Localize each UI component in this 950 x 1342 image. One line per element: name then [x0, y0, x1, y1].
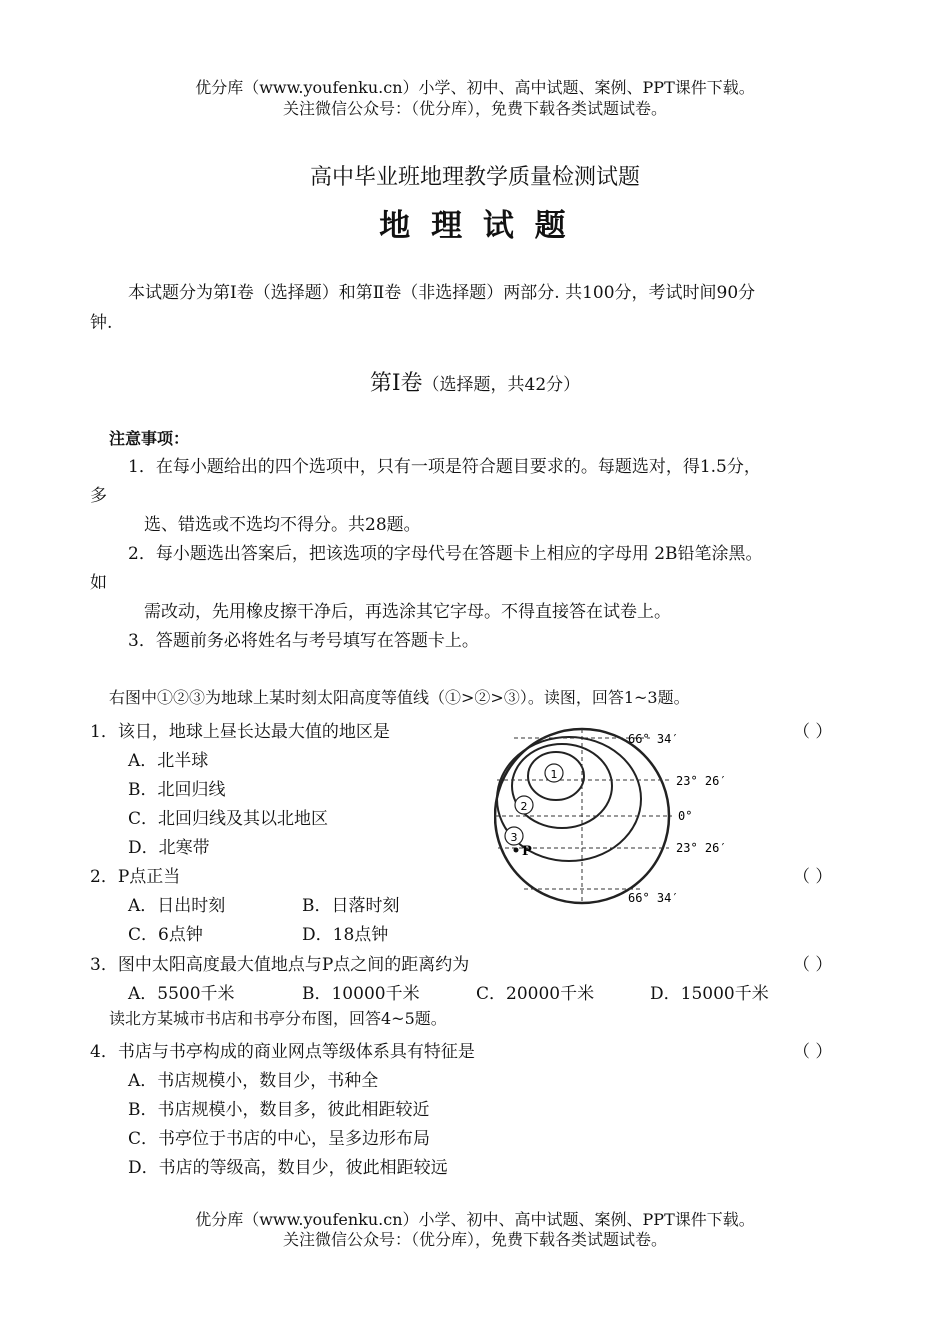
q2-stem: 2．P点正当	[90, 867, 181, 887]
notice-item-1a: 1．在每小题给出的四个选项中，只有一项是符合题目要求的。每题选对，得1.5分，	[128, 457, 761, 477]
notice-item-3: 3．答题前务必将姓名与考号填写在答题卡上。	[128, 631, 479, 651]
footer-line-1: 优分库（www.youfenku.cn）小学、初中、高中试题、案例、PPT课件下载。	[195, 1210, 755, 1229]
q1-answer-paren: （ ）	[793, 722, 833, 742]
q2-answer-paren: （ ）	[793, 867, 833, 887]
point-p-label: P	[522, 844, 532, 859]
intro-line-2: 钟.	[90, 313, 113, 333]
header-line-1: 优分库（www.youfenku.cn）小学、初中、高中试题、案例、PPT课件下载。	[195, 78, 755, 97]
footer-line-2: 关注微信公众号：（优分库），免费下载各类试题试卷。	[282, 1230, 667, 1249]
group1-stem: 右图中①②③为地球上某时刻太阳高度等值线（①>②>③）。读图，回答1~3题。	[109, 688, 690, 707]
marker-3-label: 3	[510, 831, 518, 844]
header-line-2: 关注微信公众号：（优分库），免费下载各类试题试卷。	[282, 99, 667, 118]
lat-23s-label: 23° 26′	[676, 841, 727, 855]
q3-option-c: C．20000千米	[476, 984, 595, 1004]
q1-option-c: C．北回归线及其以北地区	[128, 809, 329, 829]
notice-item-2c: 需改动，先用橡皮擦干净后，再选涂其它字母。不得直接答在试卷上。	[144, 602, 671, 622]
notice-item-2a: 2．每小题选出答案后，把该选项的字母代号在答题卡上相应的字母用 2B铅笔涂黑。	[128, 544, 763, 564]
q3-option-a: A．5500千米	[128, 984, 235, 1004]
q4-option-a: A．书店规模小，数目少，书种全	[128, 1071, 379, 1091]
section-title-note: （选择题，共42分）	[422, 375, 581, 395]
lat-66s-label: 66° 34′	[628, 891, 679, 905]
notice-item-2b: 如	[90, 573, 107, 593]
subject-title: 地 理 试 题	[379, 208, 571, 244]
marker-1-label: 1	[550, 768, 558, 781]
group2-stem: 读北方某城市书店和书亭分布图，回答4~5题。	[109, 1009, 447, 1028]
q1-option-b: B．北回归线	[128, 780, 226, 800]
q3-stem: 3．图中太阳高度最大值地点与P点之间的距离约为	[90, 955, 470, 975]
q3-option-d: D．15000千米	[650, 984, 769, 1004]
contour-2	[512, 744, 612, 828]
sun-altitude-diagram	[494, 724, 784, 914]
lat-66n-label: 66° 34′	[628, 732, 679, 746]
q2-option-a: A．日出时刻	[128, 896, 226, 916]
q4-answer-paren: （ ）	[793, 1042, 833, 1062]
sun-altitude-figure	[494, 724, 784, 914]
q4-option-b: B．书店规模小，数目多，彼此相距较近	[128, 1100, 430, 1120]
q1-option-a: A．北半球	[128, 751, 209, 771]
q2-option-c: C．6点钟	[128, 925, 203, 945]
q1-stem: 1．该日，地球上昼长达最大值的地区是	[90, 722, 390, 742]
equator-label: 0°	[678, 809, 693, 823]
notice-item-1c: 选、错选或不选均不得分。共28题。	[144, 515, 421, 535]
q4-option-d: D．书店的等级高，数目少，彼此相距较远	[128, 1158, 448, 1178]
section-title-main: 第Ⅰ卷	[369, 371, 423, 396]
q2-option-b: B．日落时刻	[302, 896, 400, 916]
notice-item-1b: 多	[90, 486, 107, 506]
q2-option-d: D．18点钟	[302, 925, 389, 945]
marker-2-label: 2	[520, 800, 528, 813]
q3-answer-paren: （ ）	[793, 955, 833, 975]
q1-option-d: D．北寒带	[128, 838, 210, 858]
q4-option-c: C．书亭位于书店的中心，呈多边形布局	[128, 1129, 431, 1149]
section-title	[0, 366, 950, 397]
point-p-dot	[514, 848, 519, 853]
q4-stem: 4．书店与书亭构成的商业网点等级体系具有特征是	[90, 1042, 475, 1062]
exam-title: 高中毕业班地理教学质量检测试题	[309, 165, 640, 190]
notice-heading: 注意事项：	[109, 429, 190, 448]
intro-line-1: 本试题分为第Ⅰ卷（选择题）和第Ⅱ卷（非选择题）两部分. 共100分，考试时间90分	[128, 283, 756, 303]
q3-option-b: B．10000千米	[302, 984, 420, 1004]
lat-23n-label: 23° 26′	[676, 774, 727, 788]
